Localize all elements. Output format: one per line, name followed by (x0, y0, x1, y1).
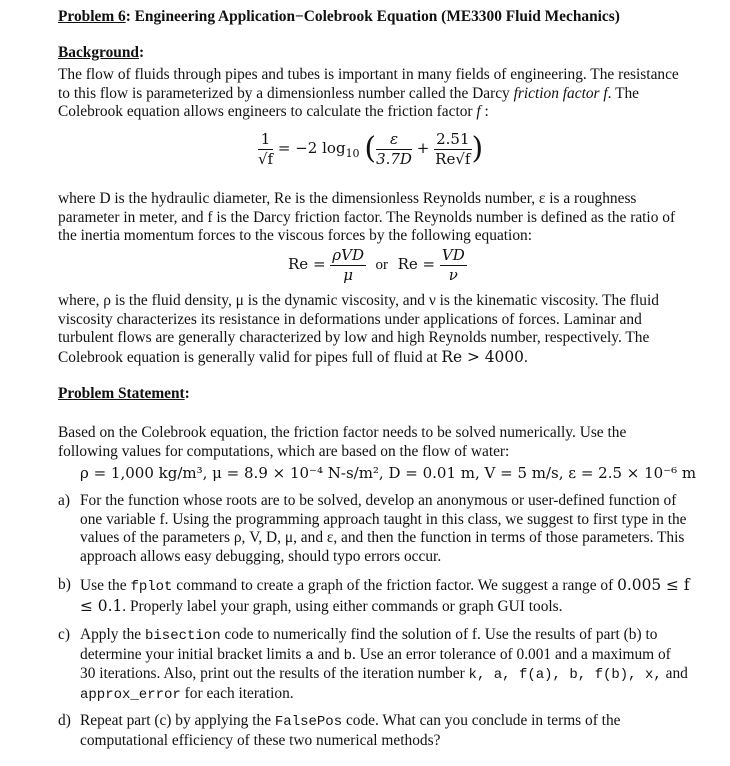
eq-log-base: 10 (345, 147, 360, 161)
item-b-range: 0.005 ≤ f ≤ 0.1 (80, 576, 690, 615)
item-c-t3: and (313, 645, 344, 663)
item-c-code-approx-error: approx_error (80, 686, 181, 703)
item-b-t3: . Properly label your graph, using either commands or graph GUI tools. (122, 597, 563, 615)
bg-p1-text-a: The flow of fluids through pipes and tubes is important in many fields of engineering. The resistance to this flow is parameterized by a dimensionless number called the Darcy (58, 66, 679, 102)
item-b-text (80, 576, 690, 616)
eq-t2-den: Re√f (435, 149, 471, 168)
eq-lhs-num: 1 (258, 130, 273, 150)
item-b-t1: Use the (80, 577, 131, 594)
eq-close-paren: ) (471, 130, 484, 166)
item-c-text (80, 626, 690, 704)
item-c-t2: code to numerically find the solution of f. Use the results of part (b) to determine your initial bracket limits (80, 626, 658, 663)
item-c-code-vars: k, a, f(a), b, f(b), x, (468, 667, 662, 684)
statement-paragraph: Based on the Colebrook equation, the friction factor needs to be solved numerically. Use the following values for computations, which are based on the flow of water: (58, 424, 627, 460)
item-c-t1: Apply the (80, 626, 145, 643)
background-paragraph-2: where D is the hydraulic diameter, Re is the dimensionless Reynolds number, ε is a roughness parameter in meter, and f is the Darcy friction factor. The Reynolds number is defined as the ratio of the inertia momentum forces to the viscous forces by the following equation: (58, 190, 676, 245)
item-c-label: c) (58, 626, 70, 643)
eq-term1-fraction (376, 130, 412, 168)
eq-lhs-fraction (258, 130, 273, 168)
item-c-t4: . Use an error tolerance of 0.001 and a maximum of 30 iterations. Also, print out the results of the iteration number (80, 645, 671, 683)
bg-p3-period: . (523, 348, 528, 366)
re-fraction-1 (330, 246, 366, 284)
background-paragraph-1 (58, 66, 688, 122)
item-d-text (80, 712, 690, 750)
bg-p3-re-condition: Re > 4000 (441, 347, 524, 366)
eq-lhs-den: √f (258, 149, 274, 168)
problem-number: Problem 6 (58, 8, 126, 25)
item-b-label: b) (58, 576, 71, 593)
bg-p1-text-c: . The Colebrook equation allows engineers to calculate the friction factor (58, 84, 640, 121)
bg-p1-friction-factor: friction factor f (513, 84, 608, 102)
re-f2-num: VD (441, 246, 465, 264)
re-f2-den: ν (448, 265, 458, 284)
item-d-t2: code. What can you conclude in terms of the computational efficiency of these two numerical methods? (80, 712, 621, 749)
item-c-t5: and (661, 665, 688, 683)
eq-t1-den: 3.7D (376, 149, 412, 168)
item-d-t1: Repeat part (c) by applying the (80, 712, 275, 729)
re-f1-den: μ (343, 265, 354, 284)
list-item-c (58, 626, 698, 704)
item-d-label: d) (58, 712, 71, 729)
re-lhs-1: Re = (288, 255, 326, 274)
item-c-code-a: a (305, 647, 314, 664)
background-heading (58, 44, 144, 63)
page-title (58, 8, 718, 27)
item-c-t6: for each iteration. (180, 684, 294, 702)
item-b-code-fplot: fplot (130, 579, 173, 595)
eq-term2-fraction (434, 130, 471, 168)
bg-p3-text: where, ρ is the fluid density, μ is the dynamic viscosity, and ν is the kinematic viscosity. The fluid viscosity characterizes its resistance in deformations under applications of forces. Laminar and turbulent flows are generally characterized by low and high Reynolds number, respectively. The Colebrook equation is generally valid for pipes full of fluid at (58, 292, 659, 366)
background-heading-colon: : (138, 44, 145, 61)
re-lhs-2: Re = (397, 255, 436, 274)
background-heading-text: Background (58, 44, 139, 61)
eq-plus: + (416, 139, 430, 158)
reynolds-equation (288, 246, 467, 284)
item-a-label: a) (58, 492, 70, 509)
statement-heading (58, 385, 190, 404)
item-c-code-b: b (343, 647, 352, 664)
re-fraction-2 (440, 246, 467, 284)
eq-open-paren: ( (364, 130, 377, 166)
background-paragraph-3 (58, 292, 688, 367)
bg-p1-f: f (476, 103, 481, 121)
list-item-d (58, 712, 698, 750)
problem-title: : Engineering Application−Colebrook Equation (ME3300 Fluid Mechanics) (125, 8, 620, 25)
item-b-t2: command to create a graph of the friction factor. We suggest a range of (172, 577, 618, 594)
list-item-a (58, 492, 698, 566)
statement-heading-colon: : (184, 385, 190, 402)
eq-t1-num: ε (376, 130, 412, 150)
item-a-text: For the function whose roots are to be solved, develop an anonymous or user-defined function of one variable f. Using the programming approach taught in this class, we suggest to first type in the values of the parameters ρ, V, D, μ, and ε, and then the function in terms of those parameters. This approach allows easy debugging, should typo errors occur. (80, 492, 687, 565)
re-f1-num: ρVD (332, 246, 364, 264)
colebrook-equation (258, 130, 483, 168)
given-values: ρ = 1,000 kg/m³, μ = 8.9 × 10⁻⁴ N-s/m², D = 0.01 m, V = 5 m/s, ε = 2.5 × 10⁻⁶ m (80, 464, 697, 482)
statement-heading-text: Problem Statement (58, 385, 185, 402)
list-item-b (58, 576, 698, 616)
bg-p1-text-e: : (480, 103, 489, 121)
re-or: or (375, 257, 389, 274)
item-d-code-falsepos: FalsePos (274, 714, 343, 730)
item-c-code-bisection: bisection (144, 628, 221, 644)
eq-log-term: = −2 log (277, 139, 346, 158)
eq-t2-num: 2.51 (436, 130, 470, 148)
